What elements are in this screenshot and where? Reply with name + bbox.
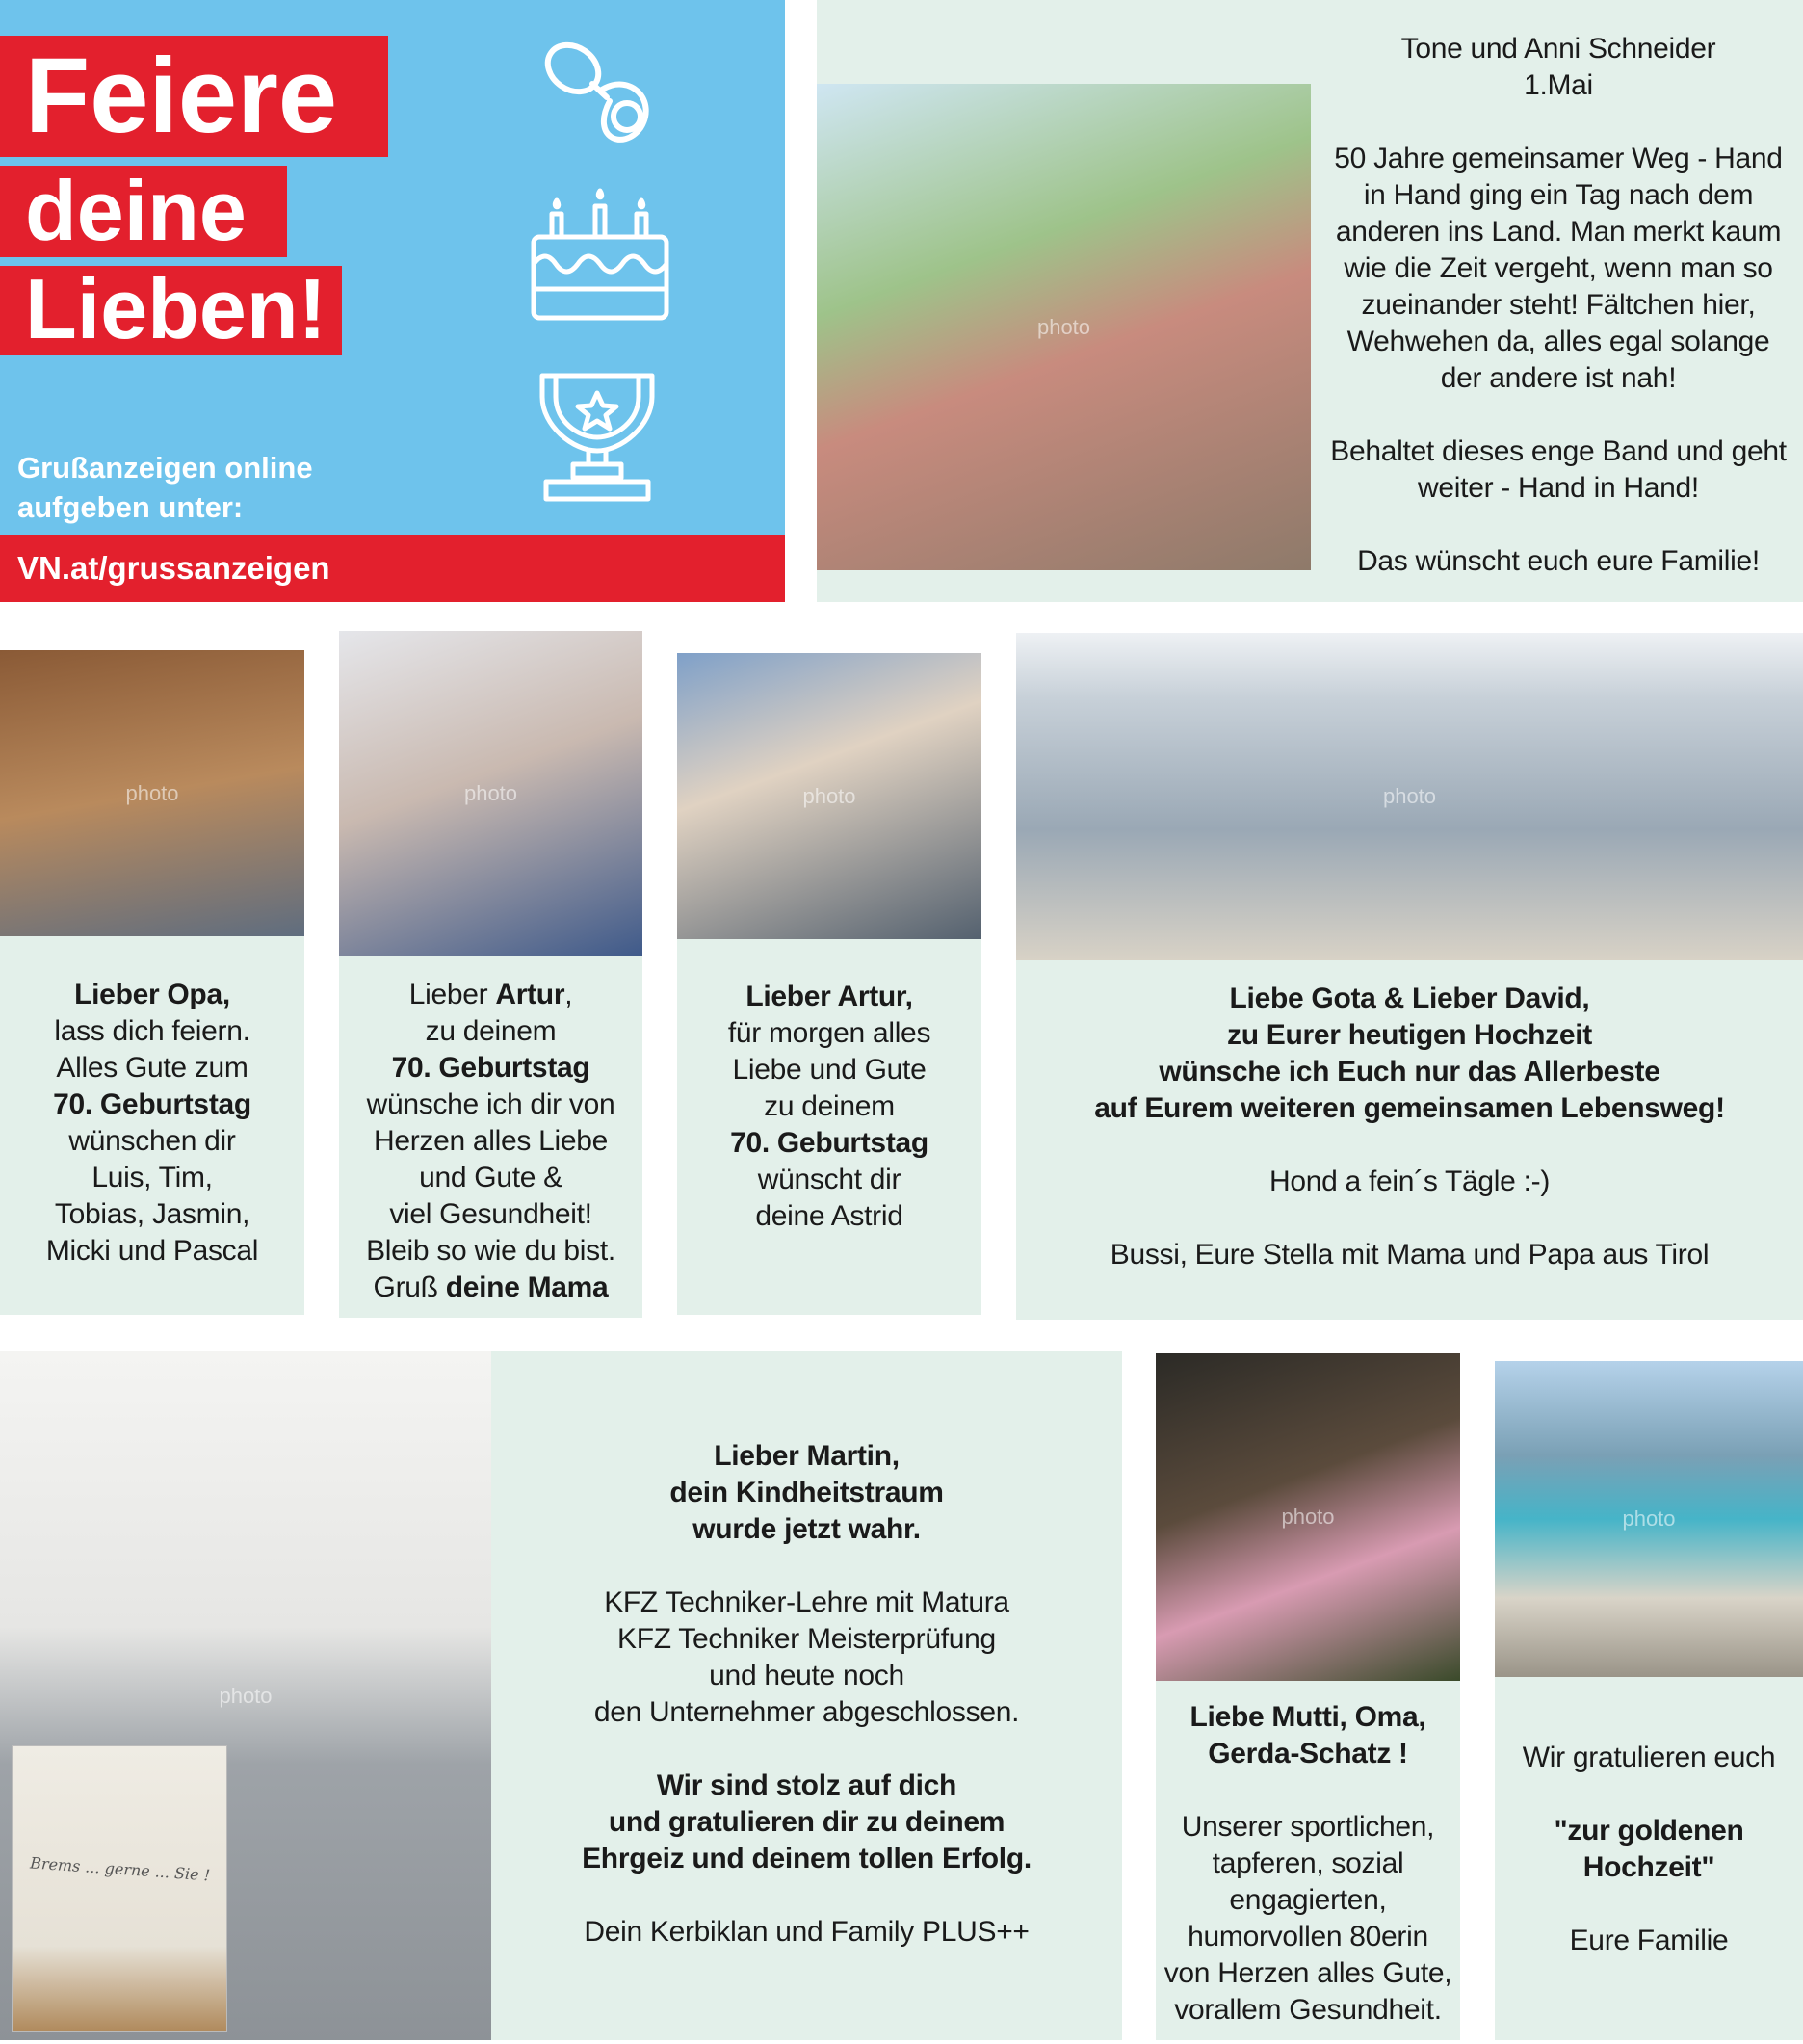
ad3-l5: Herzen alles Liebe [373, 1125, 609, 1157]
ad6-l10: Ehrgeiz und deinem tollen Erfolg. [582, 1843, 1032, 1874]
ad4-l4: zu deinem [764, 1090, 895, 1122]
ad3-l3: 70. Geburtstag [391, 1052, 590, 1084]
ad6-text [520, 1438, 1093, 1951]
promo-online-line2: aufgeben unter: [17, 490, 244, 524]
birthday-cake-icon [528, 183, 672, 328]
ad8-l2: "zur goldenen [1554, 1815, 1744, 1847]
ad1-signoff: Das wünscht euch eure Familie! [1357, 545, 1760, 577]
ad4-l3: Liebe und Gute [732, 1054, 927, 1086]
artur-astrid-photo: photo [677, 653, 981, 939]
trophy-icon [535, 368, 660, 505]
martin-photo: photo [0, 1351, 491, 2040]
couple-photo: photo [817, 84, 1311, 570]
ad6-l6: und heute noch [709, 1660, 904, 1691]
ad5-l4: auf Eurem weiteren gemeinsamen Lebensweg! [1094, 1092, 1725, 1124]
ad2-l6: Luis, Tim, [91, 1162, 213, 1193]
ad3-l6: und Gute & [419, 1162, 562, 1193]
ad2-l4: 70. Geburtstag [53, 1088, 251, 1120]
url-bar [0, 535, 785, 602]
ad3-l7: viel Gesundheit! [389, 1198, 592, 1230]
ad5-text [1016, 981, 1803, 1273]
promo-title-line2: deine [25, 163, 247, 258]
ad2-l3: Alles Gute zum [56, 1052, 248, 1084]
ad2-l1: Lieber Opa, [74, 979, 230, 1010]
artur-mama-photo: photo [339, 631, 642, 956]
ad6-l11: Dein Kerbiklan und Family PLUS++ [584, 1916, 1030, 1948]
ad7-l2: Gerda-Schatz ! [1208, 1738, 1408, 1769]
ad4-l2: für morgen alles [727, 1017, 931, 1049]
ad4-text [677, 979, 981, 1235]
inset-handwritten-note: Brems ... gerne ... Sie ! [29, 1853, 211, 1885]
ad8-text [1495, 1740, 1803, 1959]
opa-family-photo: photo [0, 650, 304, 936]
ad1-text [1323, 31, 1793, 580]
ad4-l7: deine Astrid [755, 1200, 903, 1232]
promo-online-line1: Grußanzeigen online [17, 451, 313, 485]
ad1-date: 1.Mai [1524, 69, 1593, 101]
pacifier-icon [535, 34, 669, 159]
promo-banner [0, 0, 785, 602]
ad6-l5: KFZ Techniker Meisterprüfung [617, 1623, 996, 1655]
ad2-l8: Micki und Pascal [45, 1235, 259, 1267]
ad2-l7: Tobias, Jasmin, [54, 1198, 250, 1230]
ad7-l6: humorvollen 80erin [1188, 1921, 1428, 1952]
ad1-paragraph2: Behaltet dieses enge Band und geht weiter - Hand in Hand! [1330, 435, 1787, 504]
gerda-photo: photo [1156, 1353, 1460, 1681]
ad6-l8: Wir sind stolz auf dich [656, 1769, 957, 1801]
ad2-l5: wünschen dir [68, 1125, 236, 1157]
ad1-names: Tone und Anni Schneider [1400, 33, 1716, 65]
ad5-l5: Hond a fein´s Tägle :-) [1268, 1166, 1551, 1197]
ad3-l9-sender: deine Mama [445, 1271, 609, 1303]
promo-url-link[interactable]: VN.at/grussanzeigen [17, 550, 330, 586]
title-bar-2 [0, 163, 287, 258]
ad3-text [339, 977, 642, 1306]
ad5-l2: zu Eurer heutigen Hochzeit [1227, 1019, 1592, 1051]
ad4-l5: 70. Geburtstag [730, 1127, 928, 1159]
ad7-l8: vorallem Gesundheit. [1174, 1994, 1442, 2026]
ad6-l9: und gratulieren dir zu deinem [608, 1806, 1006, 1838]
promo-title-line3: Lieben! [25, 261, 327, 356]
ad6-l3: wurde jetzt wahr. [692, 1513, 921, 1545]
ad5-l1: Liebe Gota & Lieber David, [1229, 983, 1590, 1014]
ad6-l4: KFZ Techniker-Lehre mit Matura [604, 1586, 1009, 1618]
ad6-l1: Lieber Martin, [714, 1440, 900, 1472]
ad3-l1-name: Artur [495, 979, 565, 1010]
ad3-l1-salutation: Lieber [408, 979, 496, 1010]
title-bar-3 [0, 261, 342, 356]
ad2-l2: lass dich feiern. [54, 1015, 250, 1047]
ad6-l7: den Unternehmer abgeschlossen. [593, 1696, 1020, 1728]
ad4-l1: Lieber Artur, [745, 981, 913, 1012]
ad7-l7: von Herzen alles Gute, [1163, 1957, 1452, 1989]
ad7-text [1156, 1699, 1460, 2029]
ad8-l3: Hochzeit" [1582, 1851, 1715, 1883]
ad1-paragraph1: 50 Jahre gemeinsamer Weg - Hand in Hand ging ein Tag nach dem anderen ins Land. Man merkt kaum wie die Zeit vergeht, wenn man so zueinander steht! Fältchen hier, Wehwehen da, alles egal solange der andere ist nah! [1334, 143, 1783, 394]
ad3-l8: Bleib so wie du bist. [366, 1235, 615, 1267]
ad3-l1-comma: , [564, 979, 573, 1010]
title-bar-1 [0, 36, 388, 157]
ad7-l1: Liebe Mutti, Oma, [1189, 1701, 1426, 1733]
ad6-l2: dein Kindheitstraum [669, 1477, 944, 1508]
gota-david-photo: photo [1016, 633, 1803, 960]
promo-title-line1: Feiere [25, 37, 338, 155]
ad3-l2: zu deinem [425, 1015, 557, 1047]
ad5-l6: Bussi, Eure Stella mit Mama und Papa aus Tirol [1110, 1239, 1710, 1271]
ad7-l3: Unserer sportlichen, [1181, 1811, 1435, 1843]
ad7-l5: engagierten, [1229, 1884, 1387, 1916]
ad3-l9 [339, 1270, 642, 1306]
ad3-l1 [339, 977, 642, 1013]
childhood-photo-inset [12, 1745, 227, 2032]
ad2-text [0, 977, 304, 1270]
ad7-l4: tapferen, sozial [1212, 1847, 1404, 1879]
ad3-l9-greeting: Gruß [373, 1271, 446, 1303]
ad8-l4: Eure Familie [1569, 1925, 1729, 1956]
ad4-l6: wünscht dir [757, 1164, 902, 1195]
ad3-l4: wünsche ich dir von [366, 1088, 615, 1120]
golden-wedding-photo: photo [1495, 1361, 1803, 1677]
ad5-l3: wünsche ich Euch nur das Allerbeste [1159, 1056, 1660, 1088]
ad8-l1: Wir gratulieren euch [1522, 1742, 1776, 1773]
